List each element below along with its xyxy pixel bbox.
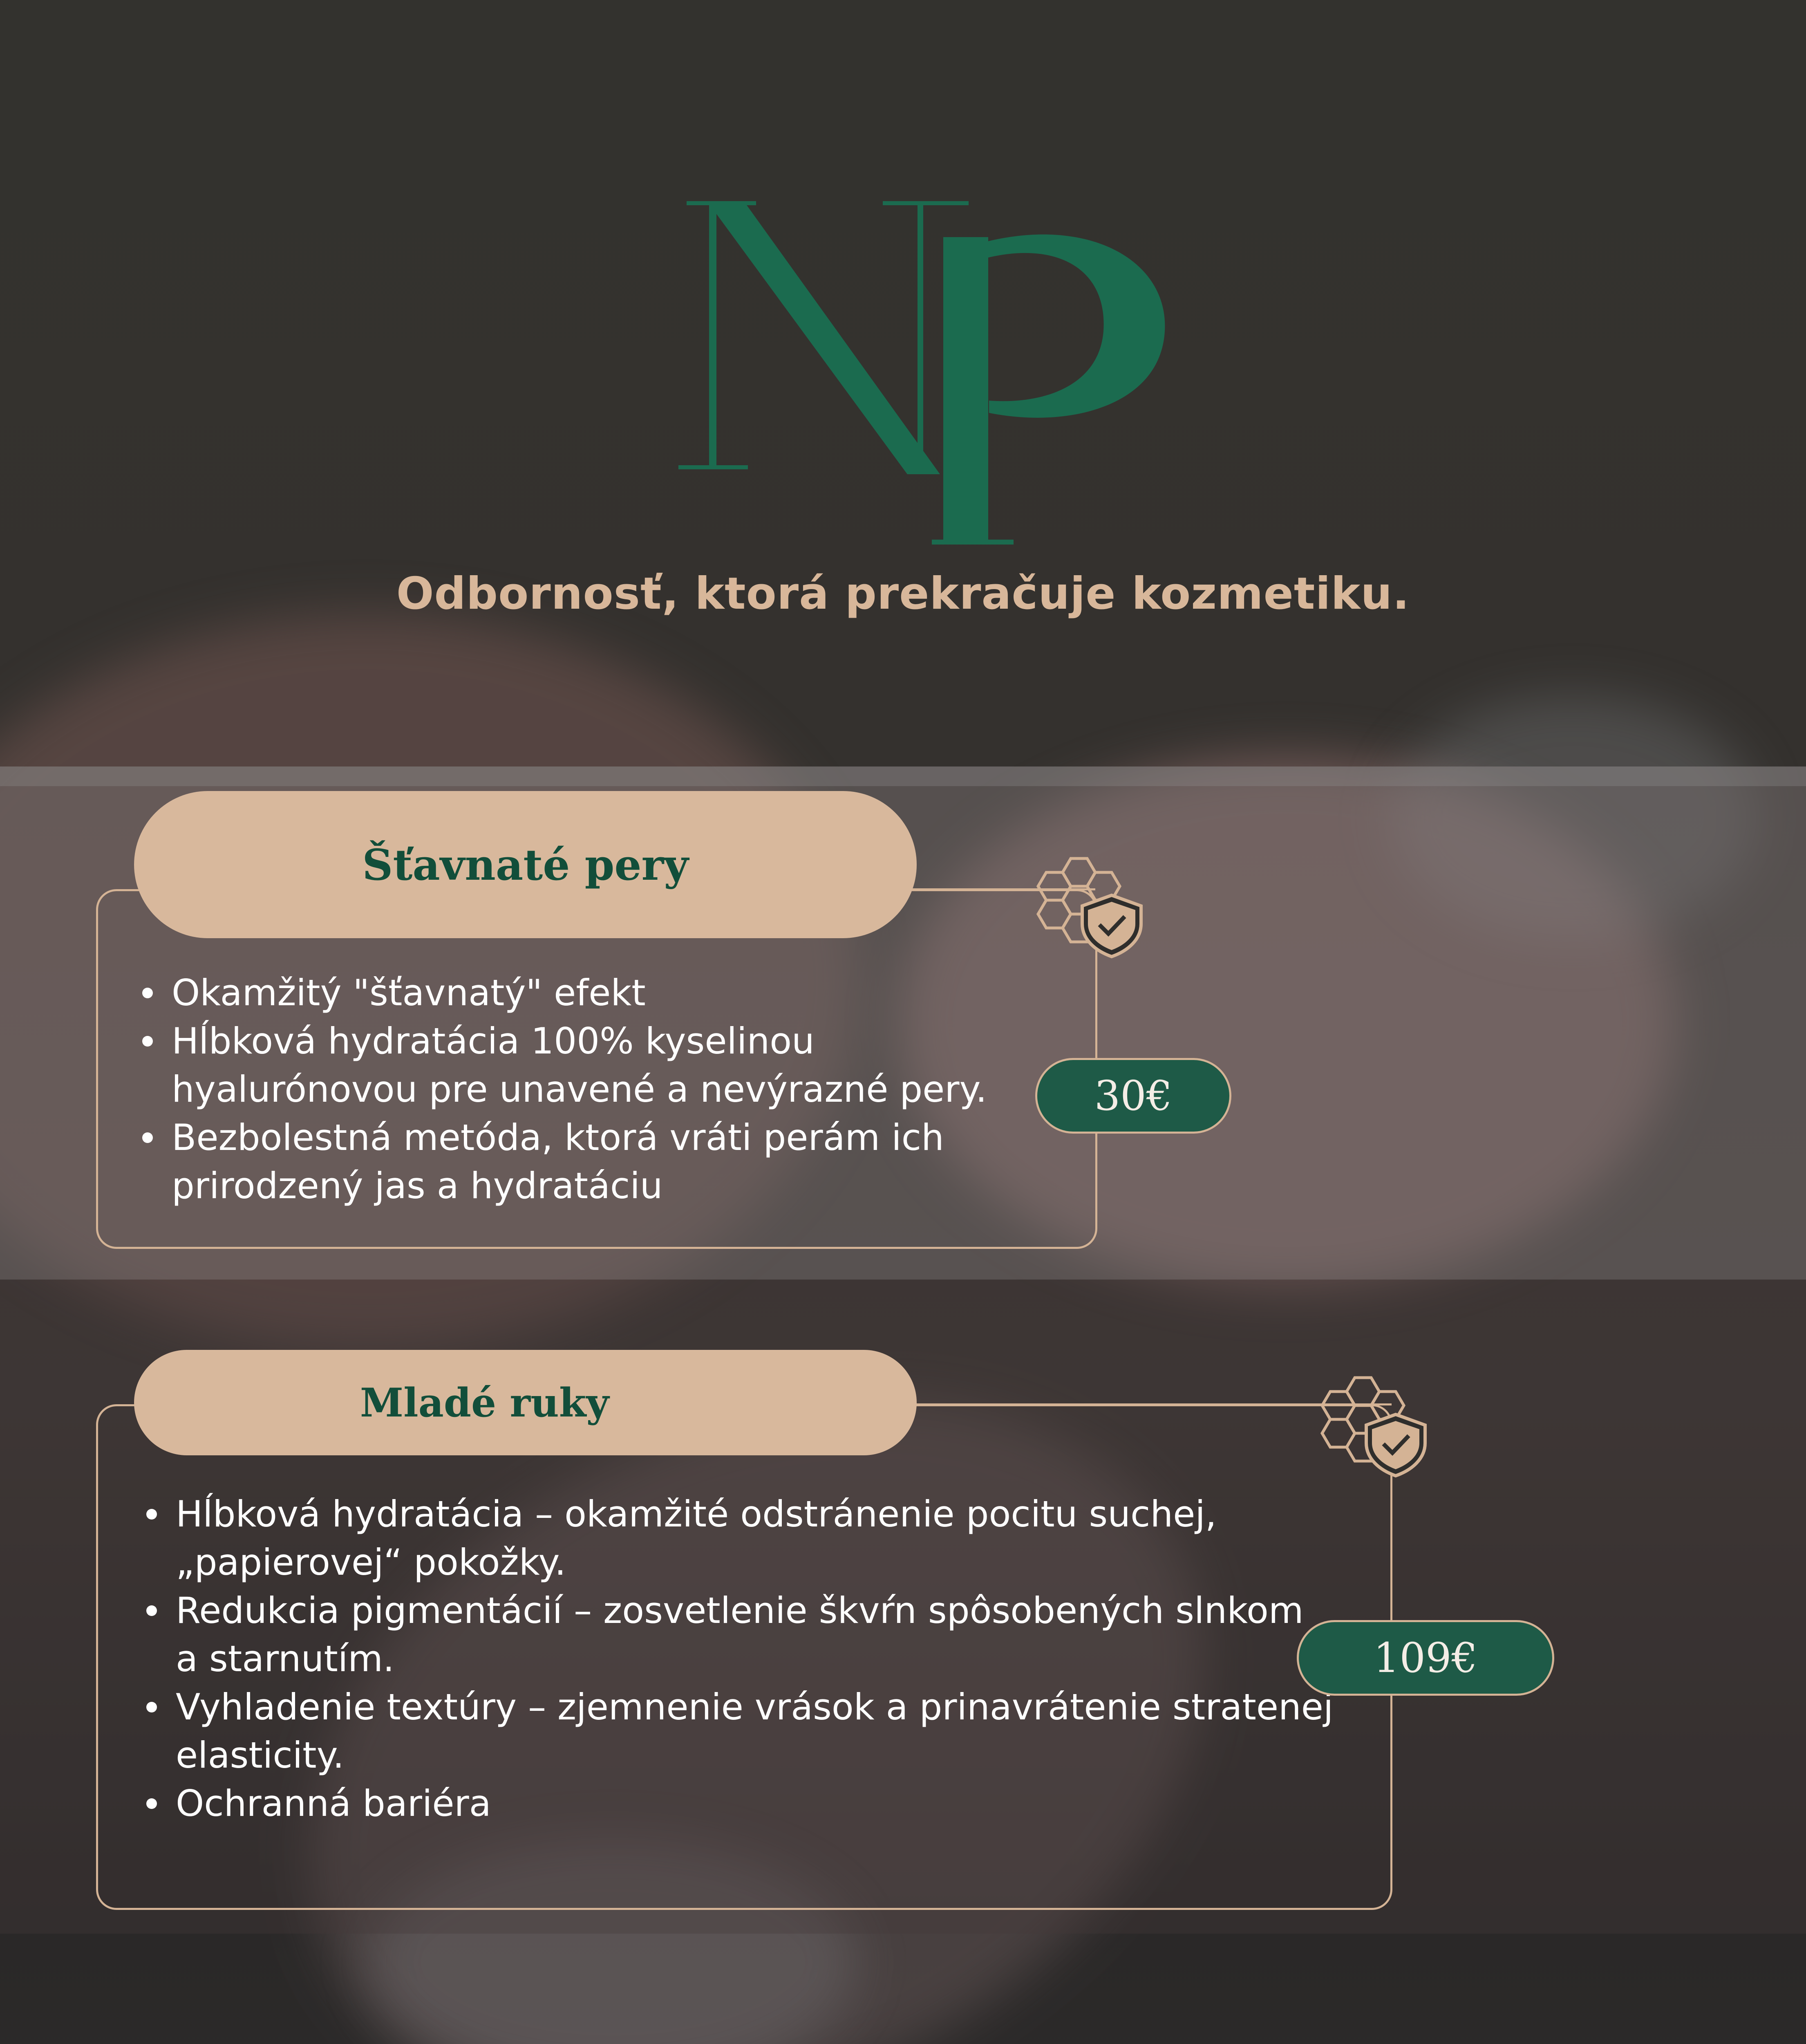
- feature-item: Hĺbková hydratácia 100% kyselinou hyalurónovou pre unavené a nevýrazné pery.: [135, 1017, 1050, 1114]
- honeycomb-shield-icon: [1034, 854, 1148, 961]
- feature-list: [135, 969, 1050, 1210]
- price-value: 30€: [1094, 1072, 1173, 1120]
- service-title-pill: [134, 791, 917, 938]
- service-title: Šťavnaté pery: [362, 839, 689, 890]
- price-badge: [1297, 1620, 1554, 1696]
- feature-item: Bezbolestná metóda, ktorá vráti perám ich prirodzený jas a hydratáciu: [135, 1114, 1050, 1210]
- feature-item: Ochranná bariéra: [139, 1780, 1336, 1828]
- band-highlight: [0, 766, 1806, 786]
- price-value: 109€: [1373, 1634, 1478, 1682]
- service-title: Mladé ruky: [360, 1379, 609, 1426]
- tagline: Odbornosť, ktorá prekračuje kozmetiku.: [396, 568, 1410, 619]
- service-title-pill: [134, 1350, 917, 1455]
- feature-item: Vyhladenie textúry – zjemnenie vrások a prinavrátenie stratenej elasticity.: [139, 1683, 1336, 1780]
- feature-item: Okamžitý "šťavnatý" efekt: [135, 969, 1050, 1017]
- price-badge: [1035, 1058, 1231, 1134]
- feature-item: Hĺbková hydratácia – okamžité odstránenie pocitu suchej, „papierovej“ pokožky.: [139, 1490, 1336, 1587]
- np-logo: [678, 192, 1169, 560]
- honeycomb-shield-icon: [1318, 1374, 1432, 1480]
- feature-list: [139, 1490, 1336, 1828]
- feature-item: Redukcia pigmentácií – zosvetlenie škvŕn spôsobených slnkom a starnutím.: [139, 1587, 1336, 1683]
